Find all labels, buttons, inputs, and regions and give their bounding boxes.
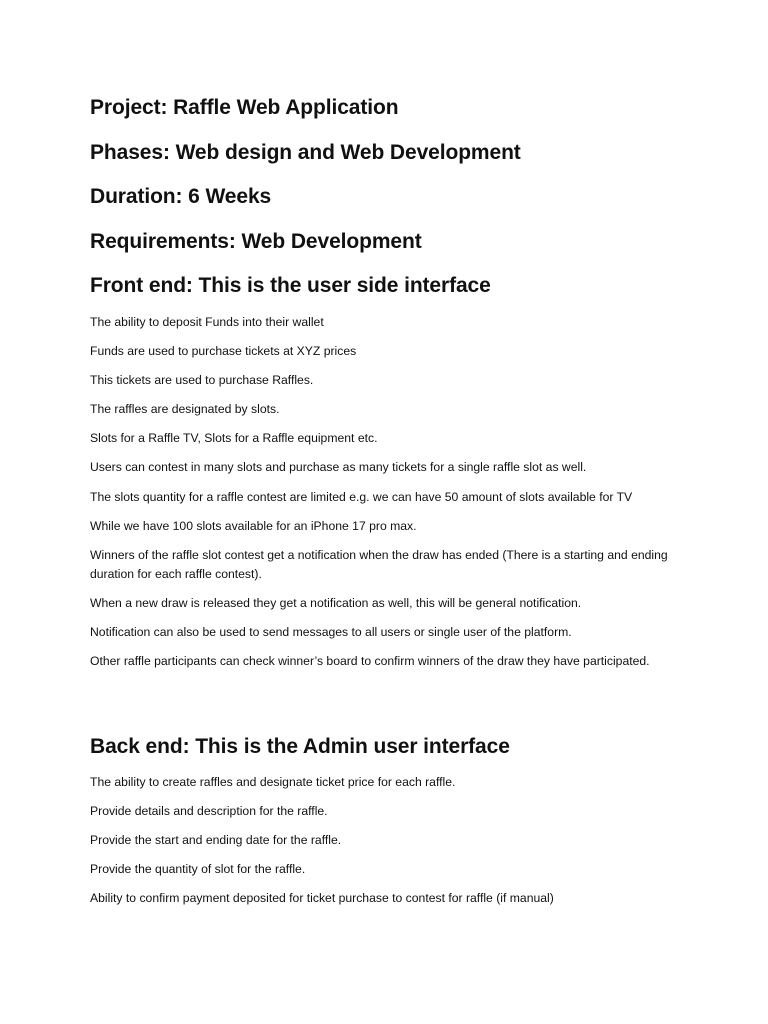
back-end-item: Provide details and description for the raffle.	[90, 804, 328, 818]
front-end-item: The raffles are designated by slots.	[90, 402, 280, 416]
front-end-item: Users can contest in many slots and purchase as many tickets for a single raffle slot as well.	[90, 460, 587, 474]
requirements-heading: Requirements: Web Development	[90, 230, 422, 253]
phases-heading: Phases: Web design and Web Development	[90, 141, 521, 164]
front-end-item: Other raffle participants can check winner’s board to confirm winners of the draw they have participated.	[90, 654, 650, 668]
front-end-item: When a new draw is released they get a notification as well, this will be general notification.	[90, 596, 582, 610]
front-end-item: This tickets are used to purchase Raffles.	[90, 373, 314, 387]
back-end-item: Provide the quantity of slot for the raffle.	[90, 862, 306, 876]
front-end-item: Slots for a Raffle TV, Slots for a Raffle equipment etc.	[90, 431, 378, 445]
back-end-item: Provide the start and ending date for the raffle.	[90, 833, 342, 847]
back-end-heading: Back end: This is the Admin user interface	[90, 735, 510, 758]
front-end-item: While we have 100 slots available for an iPhone 17 pro max.	[90, 519, 417, 533]
front-end-item: The ability to deposit Funds into their wallet	[90, 315, 324, 329]
back-end-item: The ability to create raffles and designate ticket price for each raffle.	[90, 775, 456, 789]
front-end-item: Winners of the raffle slot contest get a notification when the draw has ended (There is a starting and ending duration for each raffle contest).	[90, 548, 668, 581]
front-end-item: Notification can also be used to send messages to all users or single user of the platform.	[90, 625, 572, 639]
project-heading: Project: Raffle Web Application	[90, 96, 399, 119]
front-end-item: The slots quantity for a raffle contest are limited e.g. we can have 50 amount of slots available for TV	[90, 490, 633, 504]
back-end-item: Ability to confirm payment deposited for ticket purchase to contest for raffle (if manual)	[90, 891, 554, 905]
duration-heading: Duration: 6 Weeks	[90, 185, 272, 208]
front-end-item: Funds are used to purchase tickets at XYZ prices	[90, 344, 357, 358]
front-end-heading: Front end: This is the user side interface	[90, 274, 491, 297]
